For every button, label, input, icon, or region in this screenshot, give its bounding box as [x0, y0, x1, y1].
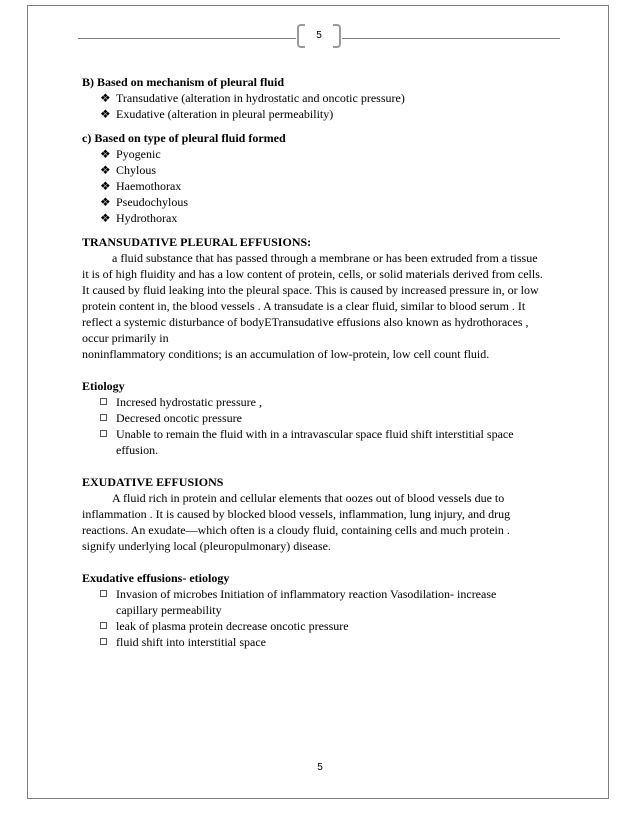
box-bullet-icon: [100, 398, 107, 405]
text-line: inflammation . It is caused by blocked blood vessels, inflammation, lung injury, and drug: [82, 507, 511, 521]
diamond-bullet-icon: ❖: [100, 91, 111, 105]
text-line: a fluid substance that has passed through a membrane or has been extruded from a tissue: [112, 251, 538, 265]
diamond-bullet-icon: ❖: [100, 195, 111, 209]
exudative-etiology-title: Exudative effusions- etiology: [82, 571, 230, 585]
header-bracket-left-icon: [297, 24, 305, 48]
section-c-title: c) Based on type of pleural fluid formed: [82, 131, 286, 145]
document-body: [82, 70, 564, 650]
header-rule-left: [78, 38, 296, 39]
box-bullet-icon: [100, 622, 107, 629]
list-item: ❖ Pseudochylous: [100, 195, 188, 209]
list-item: ❖ Exudative (alteration in pleural permeability): [100, 107, 334, 121]
exudative-title: EXUDATIVE EFFUSIONS: [82, 475, 224, 489]
text-line: signify underlying local (pleuropulmonary) disease.: [82, 539, 331, 553]
box-bullet-icon: [100, 638, 107, 645]
text-line: noninflammatory conditions; is an accumulation of low-protein, low cell count fluid.: [82, 347, 490, 361]
list-item: Unable to remain the fluid with in a intravascular space fluid shift interstitial space effusion.: [82, 426, 564, 458]
etiology-title: Etiology: [82, 379, 125, 393]
list-item: ❖ Hydrothorax: [100, 211, 178, 225]
section-b-list: [82, 90, 564, 122]
list-item: Incresed hydrostatic pressure ,: [82, 394, 564, 410]
transudative-paragraph: [82, 250, 564, 362]
header-rule-right: [342, 38, 560, 39]
header-bracket-right-icon: [333, 24, 341, 48]
list-item: Decresed oncotic pressure: [82, 410, 564, 426]
diamond-bullet-icon: ❖: [100, 147, 111, 161]
list-item: ❖ Transudative (alteration in hydrostatic and oncotic pressure): [100, 91, 405, 105]
list-item: Invasion of microbes Initiation of inflammatory reaction Vasodilation- increase capillary permeability: [82, 586, 564, 618]
etiology-list: [82, 394, 564, 458]
diamond-bullet-icon: ❖: [100, 107, 111, 121]
text-line: A fluid rich in protein and cellular elements that oozes out of blood vessels due to: [112, 491, 505, 505]
exudative-paragraph: [82, 490, 564, 554]
text-line: protein content in, the blood vessels . A transudate is a clear fluid, similar to blood serum . It: [82, 299, 526, 313]
section-c-list: [82, 146, 564, 226]
section-b-title: B) Based on mechanism of pleural fluid: [82, 75, 285, 89]
text-line: reactions. An exudate—which often is a cloudy fluid, containing cells and much protein .: [82, 523, 510, 537]
text-line: occur primarily in: [82, 331, 169, 345]
diamond-bullet-icon: ❖: [100, 211, 111, 225]
list-item: ❖ Chylous: [100, 163, 157, 177]
footer-page-number: 5: [317, 762, 323, 773]
list-item: fluid shift into interstitial space: [82, 634, 564, 650]
box-bullet-icon: [100, 590, 107, 597]
list-item: ❖ Haemothorax: [100, 179, 182, 193]
text-line: it is of high fluidity and has a low content of protein, cells, or solid materials derived from cells.: [82, 267, 543, 281]
transudative-title: TRANSUDATIVE PLEURAL EFFUSIONS:: [82, 235, 312, 249]
diamond-bullet-icon: ❖: [100, 163, 111, 177]
header-page-number: 5: [316, 30, 322, 41]
list-item: ❖ Pyogenic: [100, 147, 161, 161]
exudative-etiology-list: [82, 586, 564, 650]
text-line: reflect a systemic disturbance of bodyETransudative effusions also known as hydrothoraces ,: [82, 315, 529, 329]
box-bullet-icon: [100, 430, 107, 437]
box-bullet-icon: [100, 414, 107, 421]
text-line: It caused by fluid leaking into the pleural space. This is caused by increased pressure in, or low: [82, 283, 539, 297]
list-item: leak of plasma protein decrease oncotic pressure: [82, 618, 564, 634]
diamond-bullet-icon: ❖: [100, 179, 111, 193]
